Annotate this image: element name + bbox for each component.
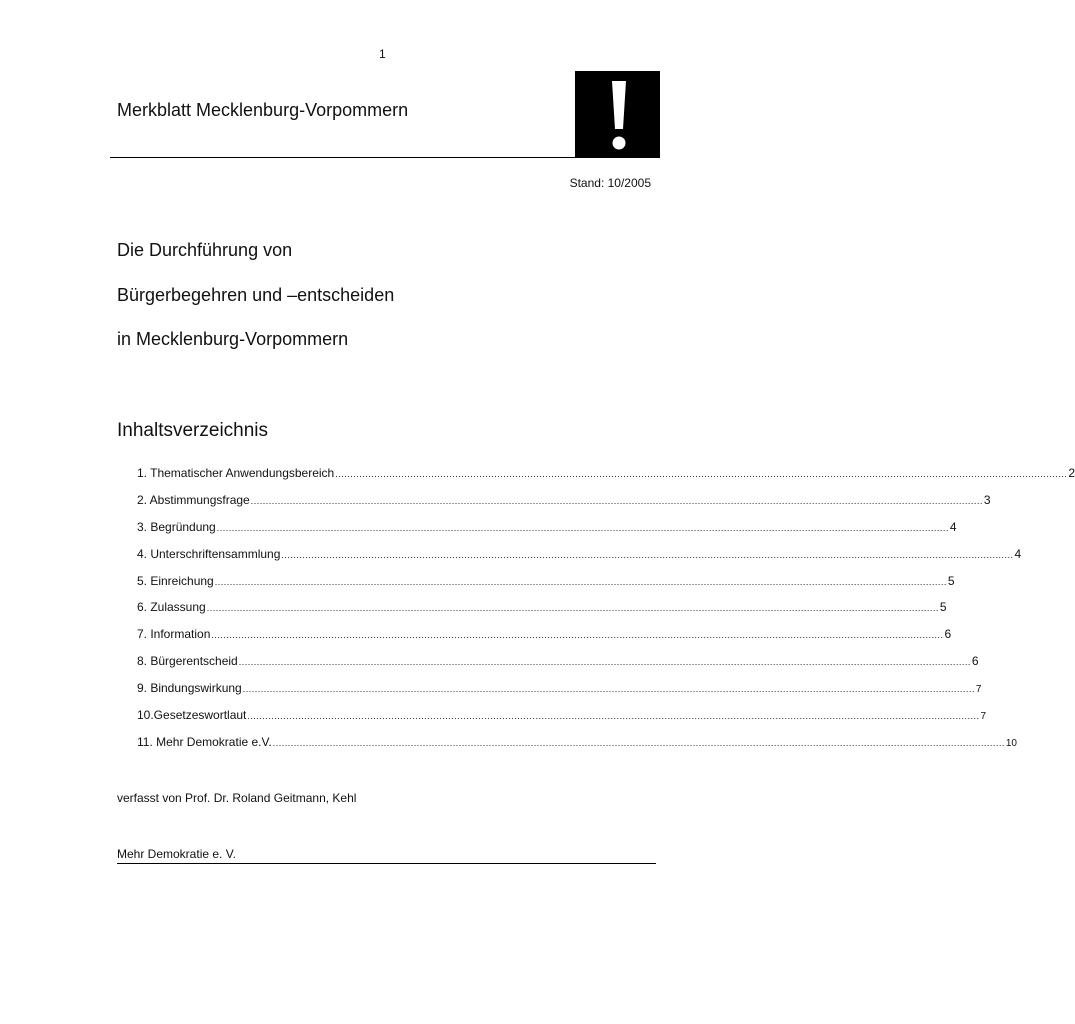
toc-leader-dots: ....................................................................................................................................................................................................................................................	[211, 630, 944, 641]
toc-leader-dots: ....................................................................................................................................................................................................................................................	[214, 576, 947, 587]
headline-line-2: Bürgerbegehren und –entscheiden	[117, 285, 395, 305]
toc-entry[interactable]	[137, 627, 952, 654]
toc-entry-label: 2. Abstimmungsfrage	[137, 492, 250, 507]
stand-date: Stand: 10/2005	[569, 176, 651, 190]
document-title: Merkblatt Mecklenburg-Vorpommern	[117, 100, 409, 120]
page-number: 1	[379, 47, 386, 61]
toc-leader-dots: ....................................................................................................................................................................................................................................................	[238, 657, 971, 668]
toc-leader-dots: ....................................................................................................................................................................................................................................................	[242, 684, 975, 695]
toc-leader-dots: ....................................................................................................................................................................................................................................................	[247, 711, 980, 722]
toc-entry-label: 3. Begründung	[137, 519, 216, 534]
toc-entry[interactable]	[137, 600, 947, 627]
headline-line-1: Die Durchführung von	[117, 240, 293, 260]
toc-entry-page: 6	[971, 654, 979, 669]
toc-entry-page: 4	[949, 519, 957, 534]
toc-entry[interactable]	[137, 519, 957, 547]
toc-entry-page: 5	[939, 600, 947, 615]
toc-entry[interactable]	[137, 492, 991, 520]
toc-entry-page: 5	[947, 573, 955, 588]
toc-entry-label: 5. Einreichung	[137, 573, 214, 588]
toc-entry-label: 8. Bürgerentscheid	[137, 654, 238, 669]
toc-entry[interactable]	[137, 573, 955, 601]
headline-line-3: in Mecklenburg-Vorpommern	[117, 329, 349, 349]
toc-entry[interactable]	[137, 546, 1022, 574]
toc-leader-dots: ....................................................................................................................................................................................................................................................	[272, 737, 1005, 748]
toc-entry-page: 3	[983, 492, 991, 507]
toc-entry-label: 10.Gesetzeswortlaut	[137, 708, 247, 723]
toc-entry-label: 7. Information	[137, 627, 211, 642]
footer-divider	[117, 863, 656, 864]
toc-entry-page: 2	[1068, 466, 1075, 480]
exclamation-mark-icon	[575, 71, 660, 158]
toc-entry-label: 6. Zulassung	[137, 600, 206, 615]
toc-entry[interactable]	[137, 466, 1075, 493]
table-of-contents	[137, 466, 1075, 762]
toc-entry-page: 4	[1014, 546, 1022, 561]
toc-entry[interactable]	[137, 734, 1017, 762]
author-line: verfasst von Prof. Dr. Roland Geitmann, Kehl	[117, 791, 357, 805]
toc-entry-page: 6	[944, 627, 952, 642]
toc-leader-dots: ....................................................................................................................................................................................................................................................	[335, 469, 1068, 479]
toc-entry-page: 7	[975, 684, 982, 696]
toc-entry[interactable]	[137, 654, 979, 681]
toc-leader-dots: ....................................................................................................................................................................................................................................................	[216, 522, 949, 533]
toc-entry-label: 1. Thematischer Anwendungsbereich	[137, 466, 335, 480]
toc-entry-page: 7	[980, 711, 987, 723]
toc-leader-dots: ....................................................................................................................................................................................................................................................	[250, 495, 983, 506]
title-divider	[110, 157, 576, 158]
toc-entry-label: 11. Mehr Demokratie e.V.	[137, 734, 272, 749]
toc-entry-label: 4. Unterschriftensammlung	[137, 546, 281, 561]
toc-leader-dots: ....................................................................................................................................................................................................................................................	[206, 603, 939, 614]
toc-entry[interactable]	[137, 681, 982, 708]
toc-entry-page: 10	[1005, 737, 1017, 749]
toc-leader-dots: ....................................................................................................................................................................................................................................................	[281, 549, 1014, 560]
footer-organization: Mehr Demokratie e. V.	[117, 847, 236, 861]
toc-heading: Inhaltsverzeichnis	[117, 420, 269, 441]
toc-entry[interactable]	[137, 708, 987, 735]
toc-entry-label: 9. Bindungswirkung	[137, 681, 242, 696]
